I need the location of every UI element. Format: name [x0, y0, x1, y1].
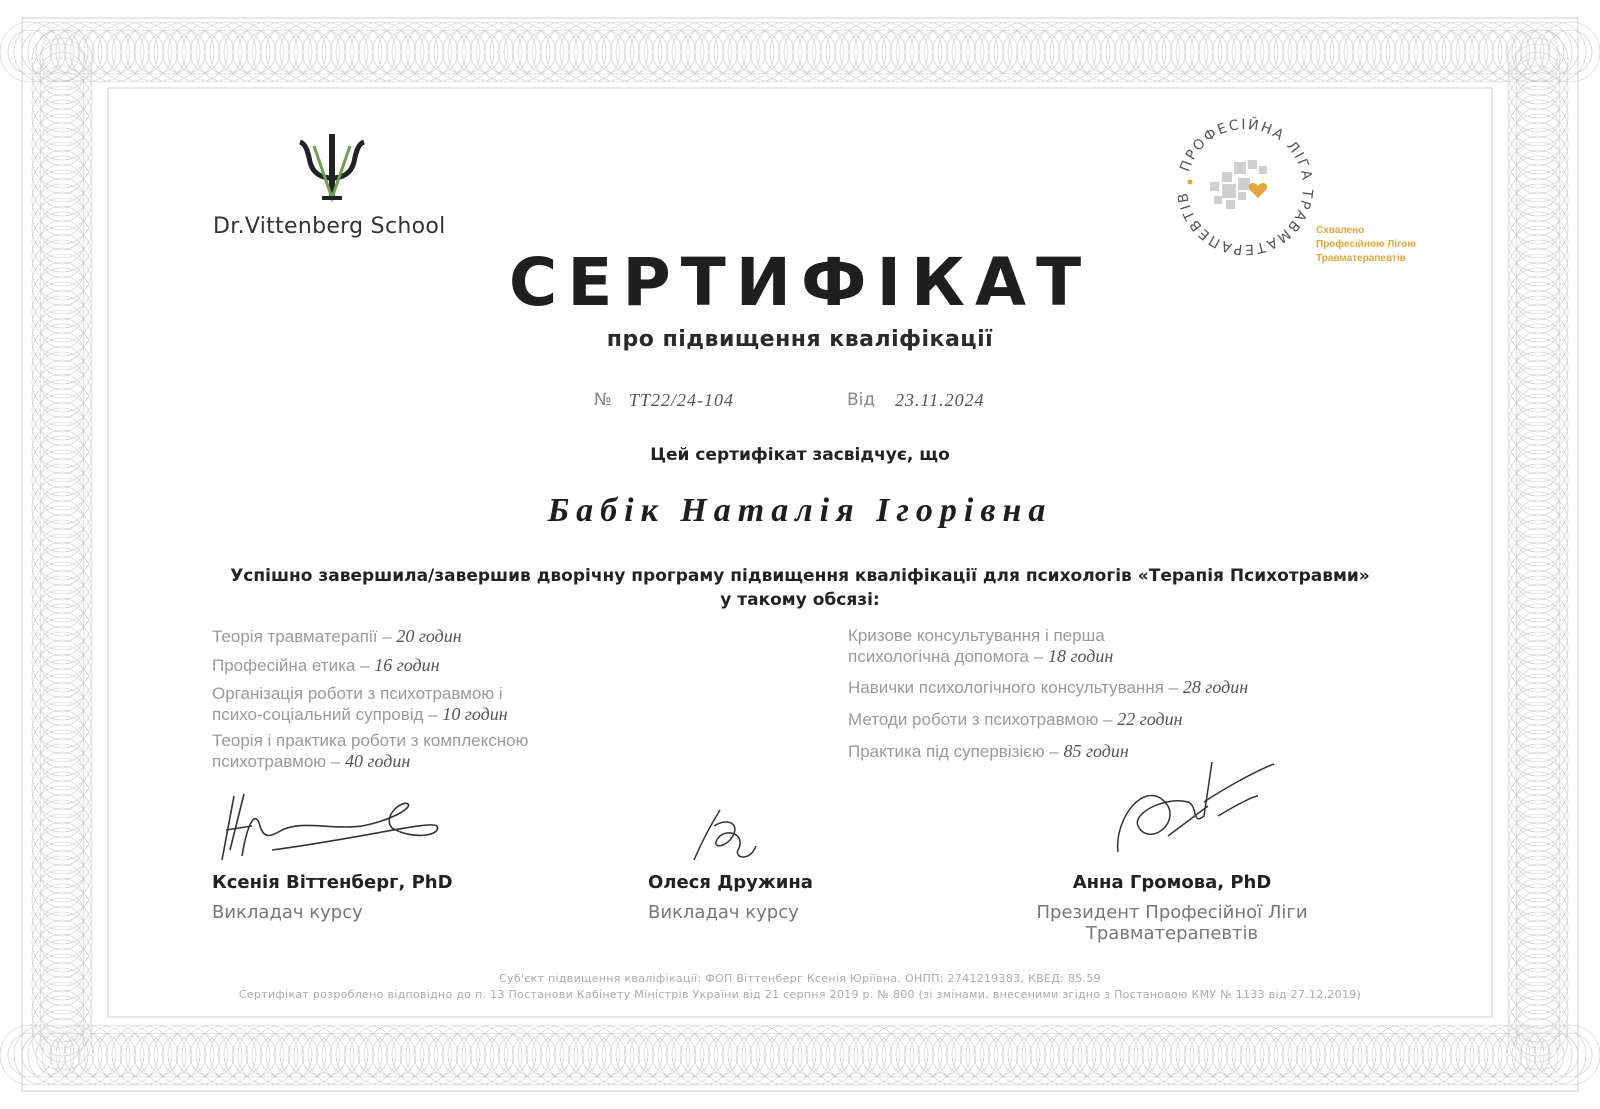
courses-right-column	[848, 626, 1368, 762]
certifies-text: Цей сертифікат засвідчує, що	[650, 445, 950, 465]
number-label: №	[594, 390, 612, 410]
signatory-role: Викладач курсу	[212, 902, 363, 923]
footer-legal-line: Сертифікат розроблено відповідно до п. 13 Постанови Кабінету Міністрів України від 21 серпня 2019 р. № 800 (зі змінами, внесеними згідно з Постановою КМУ № 1133 від 27.12.2019)	[238, 988, 1362, 1001]
certificate-number: ТТ22/24-104	[629, 390, 735, 410]
completion-line: Успішно завершила/завершив дворічну програму підвищення кваліфікації для психологів «Терапія Психотравми»	[230, 566, 1370, 586]
signatory-3	[956, 872, 1388, 944]
course-item: Професійна етика – 16 годин	[212, 655, 440, 675]
courses-left-column	[212, 626, 632, 772]
course-item: Методи роботи з психотравмою – 22 годин	[848, 709, 1183, 729]
course-item: Теорія травматерапії – 20 годин	[212, 626, 462, 646]
signature-druzhyna	[690, 806, 760, 866]
date-label: Від	[847, 390, 876, 410]
certificate-title: СЕРТИФІКАТ	[508, 244, 1092, 321]
signatory-2	[648, 872, 813, 923]
course-item: Теорія і практика роботи з комплексною психотравмою – 40 годин	[212, 731, 529, 771]
seal-caption-line: Травматерапевтів	[1316, 253, 1406, 264]
recipient-name: Бабік Наталія Ігорівна	[547, 492, 1053, 529]
psi-v-icon	[296, 132, 368, 204]
course-item: Організація роботи з психотравмою і психо-соціальний супровід – 10 годин	[212, 684, 508, 724]
signatory-1	[212, 872, 453, 923]
signatory-name: Анна Громова, PhD	[1072, 872, 1272, 893]
signatory-name: Олеся Дружина	[648, 872, 813, 893]
completion-statement	[0, 564, 1600, 612]
course-item: Практика під супервізією – 85 годин	[848, 741, 1129, 761]
footer-legal-line: Суб'єкт підвищення кваліфікації: ФОП Віттенберг Ксенія Юріївна. ОНПП: 2741219383, КВЕД: 85.59	[499, 972, 1101, 985]
svg-text:ПРОФЕСІЙНА ЛІГА ТРАВМАТЕРАПЕВТ: ПРОФЕСІЙНА ЛІГА ТРАВМАТЕРАПЕВТІВ	[1174, 116, 1316, 258]
professional-league-seal	[1170, 112, 1320, 262]
certificate-date: 23.11.2024	[895, 390, 985, 410]
signatory-name: Ксенія Віттенберг, PhD	[212, 872, 453, 893]
seal-caption-line: Схвалено	[1316, 225, 1365, 236]
signatory-role: Викладач курсу	[648, 902, 799, 923]
seal-caption-line: Професійною Лігою	[1316, 239, 1416, 250]
course-item: Навички психологічного консультування – 28 годин	[848, 677, 1249, 697]
certificate-subtitle: про підвищення кваліфікації	[606, 327, 994, 352]
completion-line: у такому обсязі:	[720, 590, 880, 610]
signatory-role: Президент Професійної Ліги Травматерапевтів	[1036, 902, 1308, 944]
signature-hromova	[1108, 756, 1278, 866]
signature-vittenberg	[212, 790, 452, 870]
school-logo-text: Dr.Vittenberg School	[213, 214, 446, 239]
course-item: Кризове консультування і перша психологічна допомога – 18 годин	[848, 626, 1114, 666]
